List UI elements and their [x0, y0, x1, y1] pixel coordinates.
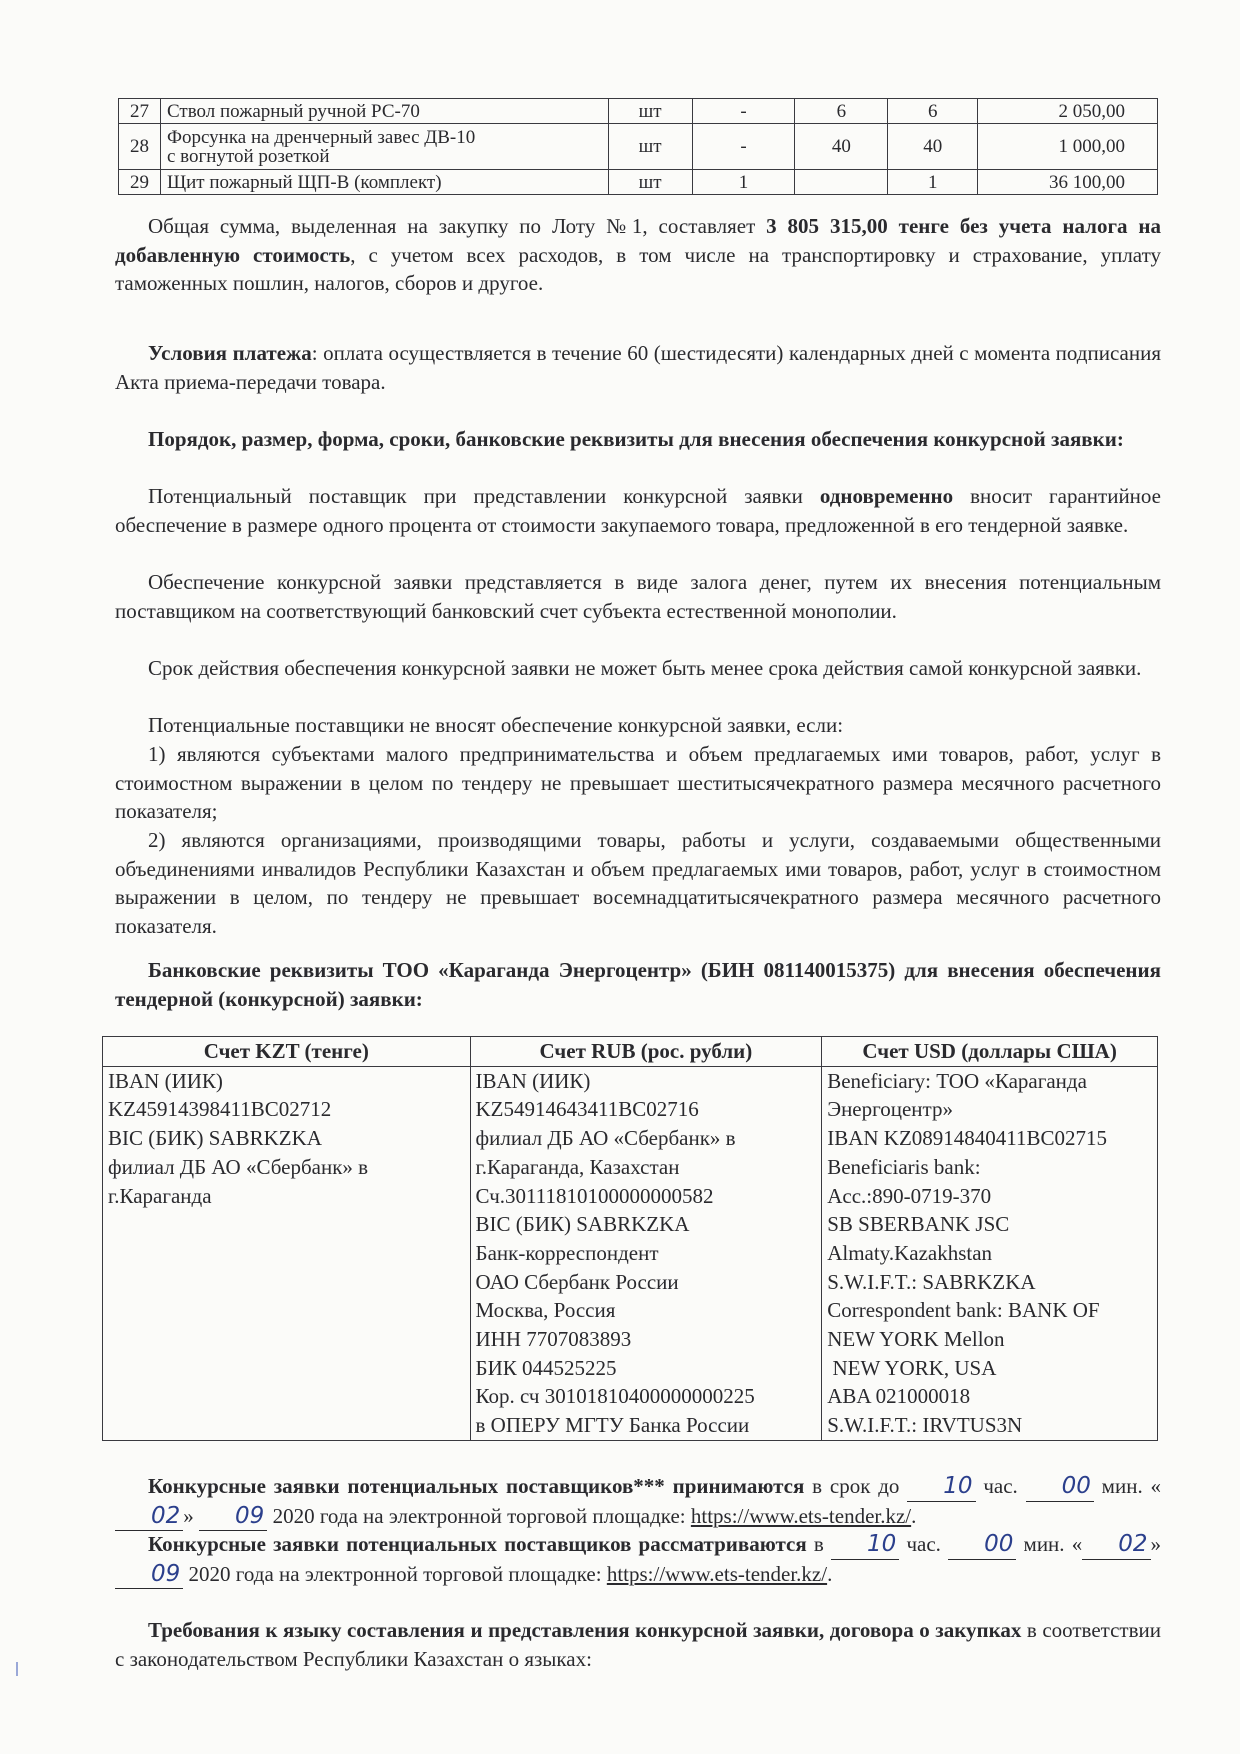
table-row	[119, 99, 1158, 124]
rub-line: IBAN (ИИК)	[475, 1068, 591, 1093]
security-p1-tail: вносит гарантийное обеспечение в размере одного процента от стоимости закупаемого товара, предложенной в его тендерной заявке.	[115, 484, 1161, 537]
security-paragraph: 1) являются субъектами малого предпринимательства и объем предлагаемых ими товаров, работ, услуг в стоимостном выражении в целом по тендеру не превышает шеститысячекратного размера месячного расчетного показателя;	[115, 742, 1161, 824]
item-qty-1: -	[692, 99, 795, 124]
items-table	[118, 98, 1158, 195]
bank-heading: Банковские реквизиты ТОО «Караганда Энергоцентр» (БИН 081140015375) для внесения обеспечения тендерной (конкурсной) заявки:	[115, 958, 1161, 1011]
total-text-tail: , с учетом всех расходов, в том числе на транспортировку и страхование, уплату таможенных пошлин, налогов, сборов и другое.	[115, 242, 1161, 296]
accept-minute-unit: мин. «	[1093, 1474, 1162, 1498]
rub-line: ИНН 7707083893	[475, 1327, 632, 1352]
rub-line: в ОПЕРУ МГТУ Банка России	[475, 1413, 750, 1438]
accept-end: .	[911, 1503, 917, 1528]
payment-text: : оплата осуществляется в течение 60 (шестидесяти) календарных дней с момента подписания Акта приема-передачи товара.	[115, 341, 1162, 394]
handwritten-hour: 10	[831, 1530, 899, 1560]
item-name: Ствол пожарный ручной РС-70	[160, 99, 608, 124]
handwritten-day: 02	[1082, 1530, 1150, 1560]
review-quote-open: «	[1071, 1532, 1083, 1556]
rub-line: Банк-корреспондент	[475, 1240, 659, 1265]
item-qty-2: 40	[795, 124, 888, 170]
header-rub: Счет RUB (рос. рубли)	[470, 1037, 822, 1067]
language-text: в соответствии с законодательством Республики Казахстан о языках:	[115, 1618, 1161, 1671]
item-unit: шт	[608, 124, 692, 170]
bank-details-table	[102, 1036, 1158, 1441]
item-price: 1 000,00	[978, 124, 1158, 170]
usd-line: Beneficiaris bank:	[827, 1154, 981, 1179]
total-text: Общая сумма, выделенная на закупку по Лоту №1, составляет	[148, 214, 767, 238]
kzt-line: г.Караганда	[108, 1183, 212, 1208]
review-deadline-paragraph	[115, 1530, 1161, 1589]
row-number: 28	[119, 124, 161, 170]
usd-line: IBAN KZ08914840411BC02715	[827, 1126, 1108, 1151]
language-paragraph	[115, 1616, 1161, 1673]
review-minute-unit: мин.	[1016, 1532, 1065, 1556]
margin-mark	[16, 1662, 18, 1676]
security-paragraph: Обеспечение конкурсной заявки представляется в виде залога денег, путем их внесения потенциальным поставщиком на соответствующий банковский счет субъекта естественной монополии.	[115, 570, 1161, 623]
item-unit: шт	[608, 170, 692, 195]
usd-line: S.W.I.F.T.: SABRKZKA	[827, 1269, 1036, 1294]
review-label: Конкурсные заявки потенциальных поставщиков рассматриваются	[148, 1532, 807, 1556]
header-usd: Счет USD (доллары США)	[822, 1037, 1158, 1067]
row-number: 27	[119, 99, 161, 124]
item-qty-1: 1	[692, 170, 795, 195]
header-kzt: Счет KZT (тенге)	[103, 1037, 471, 1067]
total-amount: 3 805 315,00 тенге без учета налога на добавленную стоимость	[115, 214, 1161, 267]
security-paragraph: Потенциальные поставщики не вносят обеспечение конкурсной заявки, если:	[148, 713, 844, 737]
item-qty-3: 1	[888, 170, 978, 195]
review-tail: 2020 года на электронной торговой площадке:	[183, 1561, 607, 1586]
row-number: 29	[119, 170, 161, 195]
item-qty-3: 6	[888, 99, 978, 124]
item-qty-3: 40	[888, 124, 978, 170]
item-qty-2	[795, 170, 888, 195]
bank-table-row	[103, 1066, 1158, 1440]
usd-line: Энергоцентр»	[827, 1097, 953, 1122]
item-price: 36 100,00	[978, 170, 1158, 195]
handwritten-month: 09	[115, 1560, 183, 1590]
security-paragraph: Срок действия обеспечения конкурсной заявки не может быть менее срока действия самой конкурсной заявки.	[148, 656, 1142, 680]
usd-line: ABA 021000018	[827, 1384, 971, 1409]
handwritten-hour: 10	[907, 1472, 975, 1502]
rub-line: Кор. сч 30101810400000000225	[475, 1384, 755, 1409]
usd-line: SB SBERBANK JSC	[827, 1212, 1010, 1237]
security-p1-bold: одновременно	[819, 484, 954, 508]
handwritten-day: 02	[115, 1502, 183, 1532]
handwritten-minute: 00	[1026, 1472, 1094, 1502]
review-quote-close: »	[1150, 1532, 1162, 1556]
review-hour-unit: час.	[899, 1532, 949, 1556]
rub-line: KZ54914643411BC02716	[475, 1097, 699, 1122]
usd-line: Acc.:890-0719-370	[827, 1183, 992, 1208]
accept-quote: »	[183, 1503, 200, 1528]
usd-line: S.W.I.F.T.: IRVTUS3N	[827, 1413, 1023, 1438]
kzt-line: филиал ДБ АО «Сбербанк» в	[108, 1154, 369, 1179]
security-heading: Порядок, размер, форма, сроки, банковские реквизиты для внесения обеспечения конкурсной заявки:	[148, 427, 1124, 451]
rub-line: г.Караганда, Казахстан	[475, 1154, 680, 1179]
rub-details	[470, 1066, 822, 1440]
item-name-line: с вогнутой розеткой	[166, 145, 330, 167]
item-price: 2 050,00	[978, 99, 1158, 124]
item-qty-1: -	[692, 124, 795, 170]
table-row	[119, 124, 1158, 170]
item-name	[160, 124, 608, 170]
payment-paragraph	[115, 339, 1161, 396]
accept-deadline-paragraph	[115, 1472, 1161, 1531]
item-name-line: Форсунка на дренчерный завес ДВ-10	[166, 126, 476, 148]
rub-line: Москва, Россия	[475, 1298, 616, 1323]
accept-link[interactable]: https://www.ets-tender.kz/	[690, 1503, 912, 1528]
security-p1: Потенциальный поставщик при представлении конкурсной заявки	[148, 484, 820, 508]
kzt-details	[103, 1066, 471, 1440]
kzt-line: IBAN (ИИК)	[108, 1068, 223, 1093]
language-label: Требования к языку составления и представления конкурсной заявки, договора о закупках	[148, 1618, 1022, 1642]
rub-line: БИК 044525225	[475, 1355, 617, 1380]
rub-line: филиал ДБ АО «Сбербанк» в	[475, 1126, 736, 1151]
payment-label: Условия платежа	[148, 341, 312, 365]
accept-text: в срок до	[804, 1474, 908, 1498]
accept-tail: 2020 года на электронной торговой площадке:	[267, 1503, 691, 1528]
bank-table-header	[103, 1037, 1158, 1067]
rub-line: Сч.30111810100000000582	[475, 1183, 714, 1208]
review-text: в	[806, 1532, 831, 1556]
handwritten-minute: 00	[948, 1530, 1016, 1560]
usd-line: NEW YORK Mellon	[827, 1327, 1005, 1352]
review-end: .	[827, 1561, 833, 1586]
rub-line: BIC (БИК) SABRKZKA	[475, 1212, 690, 1237]
item-name: Щит пожарный ЩП-В (комплект)	[160, 170, 608, 195]
security-paragraph	[115, 482, 1161, 539]
table-row	[119, 170, 1158, 195]
usd-line: Correspondent bank: BANK OF	[827, 1298, 1100, 1323]
usd-line: Beneficiary: ТОО «Караганда	[827, 1068, 1087, 1093]
item-qty-2: 6	[795, 99, 888, 124]
usd-line: Almaty.Kazakhstan	[827, 1240, 993, 1265]
kzt-line: KZ45914398411BC02712	[108, 1097, 332, 1122]
accept-hour-unit: час.	[975, 1474, 1018, 1498]
review-link[interactable]: https://www.ets-tender.kz/	[606, 1561, 828, 1586]
accept-label: Конкурсные заявки потенциальных поставщиков*** принимаются	[148, 1474, 805, 1498]
total-paragraph	[115, 212, 1161, 298]
kzt-line: BIC (БИК) SABRKZKA	[108, 1126, 322, 1151]
rub-line: ОАО Сбербанк России	[475, 1269, 679, 1294]
security-paragraph: 2) являются организациями, производящими товары, работы и услуги, создаваемыми общественными объединениями инвалидов Республики Казахстан и объем предлагаемых ими товаров, работ, услуг в стоимостном выражении в целом, по тендеру не превышает восемнадцатитысячекратного размера месячного расчетного показателя.	[115, 828, 1161, 939]
usd-line: NEW YORK, USA	[827, 1355, 997, 1380]
handwritten-month: 09	[199, 1502, 267, 1532]
item-unit: шт	[608, 99, 692, 124]
usd-details	[822, 1066, 1158, 1440]
